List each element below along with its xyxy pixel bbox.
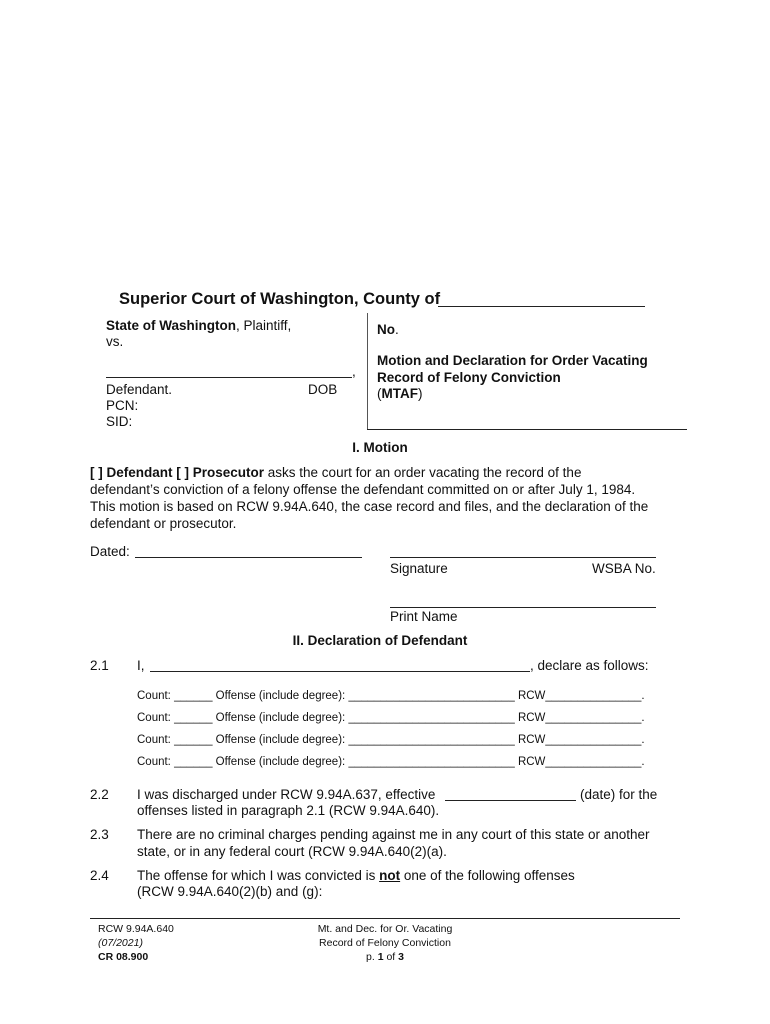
item-2-2-line1-pre: I was discharged under RCW 9.94A.637, effective	[137, 787, 436, 802]
item-2-4-line2: (RCW 9.94A.640(2)(b) and (g):	[137, 884, 323, 899]
footer-form-title-line2: Record of Felony Conviction	[319, 937, 451, 949]
document-title-line3: (MTAF)	[377, 386, 423, 401]
count-row[interactable]: Count: ______ Offense (include degree): __________________________ RCW_______________.	[137, 756, 645, 768]
dob-label: DOB	[308, 382, 338, 397]
plaintiff-label: , Plaintiff,	[236, 318, 292, 333]
caption-bottom-rule	[367, 429, 687, 430]
footer-form-title-line1: Mt. and Dec. for Or. Vacating	[317, 923, 453, 935]
item-2-4-line1: The offense for which I was convicted is not one of the following offenses	[137, 868, 575, 883]
print-name-label: Print Name	[390, 609, 458, 624]
discharge-date-field[interactable]	[445, 800, 576, 801]
signature-label: Signature	[390, 561, 448, 576]
item-2-4-number: 2.4	[90, 868, 109, 883]
caption-divider	[367, 313, 368, 430]
signature-field[interactable]	[390, 557, 656, 558]
document-title-line2: Record of Felony Conviction	[377, 370, 561, 385]
vs-label: vs.	[106, 334, 124, 349]
dated-label: Dated:	[90, 544, 130, 559]
item-2-3-number: 2.3	[90, 827, 109, 842]
item-2-1-number: 2.1	[90, 658, 109, 673]
dated-field[interactable]	[135, 557, 362, 558]
plaintiff-line	[106, 318, 291, 333]
form-code: MTAF	[381, 386, 418, 401]
wsba-label: WSBA No.	[592, 561, 656, 576]
footer-revision-date: (07/2021)	[98, 937, 143, 949]
motion-paragraph: [ ] Defendant [ ] Prosecutor asks the court for an order vacating the record of the defendant’s conviction of a felony offense the defendant committed on or after July 1, 1984. This motion is based on RCW 9.94A.640, the case record and files, and the declaration of the defendant or prosecutor.	[90, 465, 649, 531]
footer-rule	[90, 918, 680, 919]
sid-label: SID:	[106, 414, 133, 429]
count-row[interactable]: Count: ______ Offense (include degree): __________________________ RCW_______________.	[137, 690, 645, 702]
footer-left	[98, 922, 174, 964]
print-name-field[interactable]	[390, 607, 656, 608]
item-2-2-line1-post: (date) for the	[580, 787, 658, 802]
item-2-3-line2: state, or in any federal court (RCW 9.94A.640(2)(a).	[137, 844, 447, 859]
plaintiff-name: State of Washington	[106, 318, 236, 333]
item-2-1-prefix: I,	[137, 658, 145, 673]
footer-form-number: CR 08.900	[98, 951, 149, 963]
footer-page-indicator: p. 1 of 3	[366, 951, 404, 963]
item-2-3-line1: There are no criminal charges pending against me in any court of this state or another	[137, 827, 650, 842]
document-title-line1: Motion and Declaration for Order Vacating	[377, 353, 648, 368]
item-2-2-number: 2.2	[90, 787, 109, 802]
footer-page-number: 1	[377, 951, 384, 963]
emphasis-not: not	[379, 868, 401, 883]
checkbox-defendant[interactable]: [ ] Defendant	[90, 465, 173, 480]
footer-statute: RCW 9.94A.640	[98, 923, 174, 935]
pcn-label: PCN:	[106, 398, 139, 413]
case-number-label: No	[377, 322, 395, 337]
declaration-heading: II. Declaration of Defendant	[292, 633, 468, 648]
defendant-comma: ,	[352, 364, 356, 379]
motion-heading: I. Motion	[352, 440, 408, 455]
count-row[interactable]: Count: ______ Offense (include degree): __________________________ RCW_______________.	[137, 712, 645, 724]
court-title: Superior Court of Washington, County of	[119, 290, 441, 308]
declarant-name-field[interactable]	[150, 671, 530, 672]
footer-center	[285, 922, 485, 964]
item-2-2-line2: offenses listed in paragraph 2.1 (RCW 9.94A.640).	[137, 803, 440, 818]
case-number-line: No.	[377, 322, 399, 337]
defendant-label: Defendant.	[106, 382, 173, 397]
defendant-name-field[interactable]	[106, 377, 352, 378]
checkbox-prosecutor[interactable]: [ ] Prosecutor	[176, 465, 265, 480]
item-2-1-suffix: , declare as follows:	[530, 658, 649, 673]
footer-page-total: 3	[398, 951, 404, 963]
county-field[interactable]	[438, 306, 645, 307]
count-row[interactable]: Count: ______ Offense (include degree): __________________________ RCW_______________.	[137, 734, 645, 746]
